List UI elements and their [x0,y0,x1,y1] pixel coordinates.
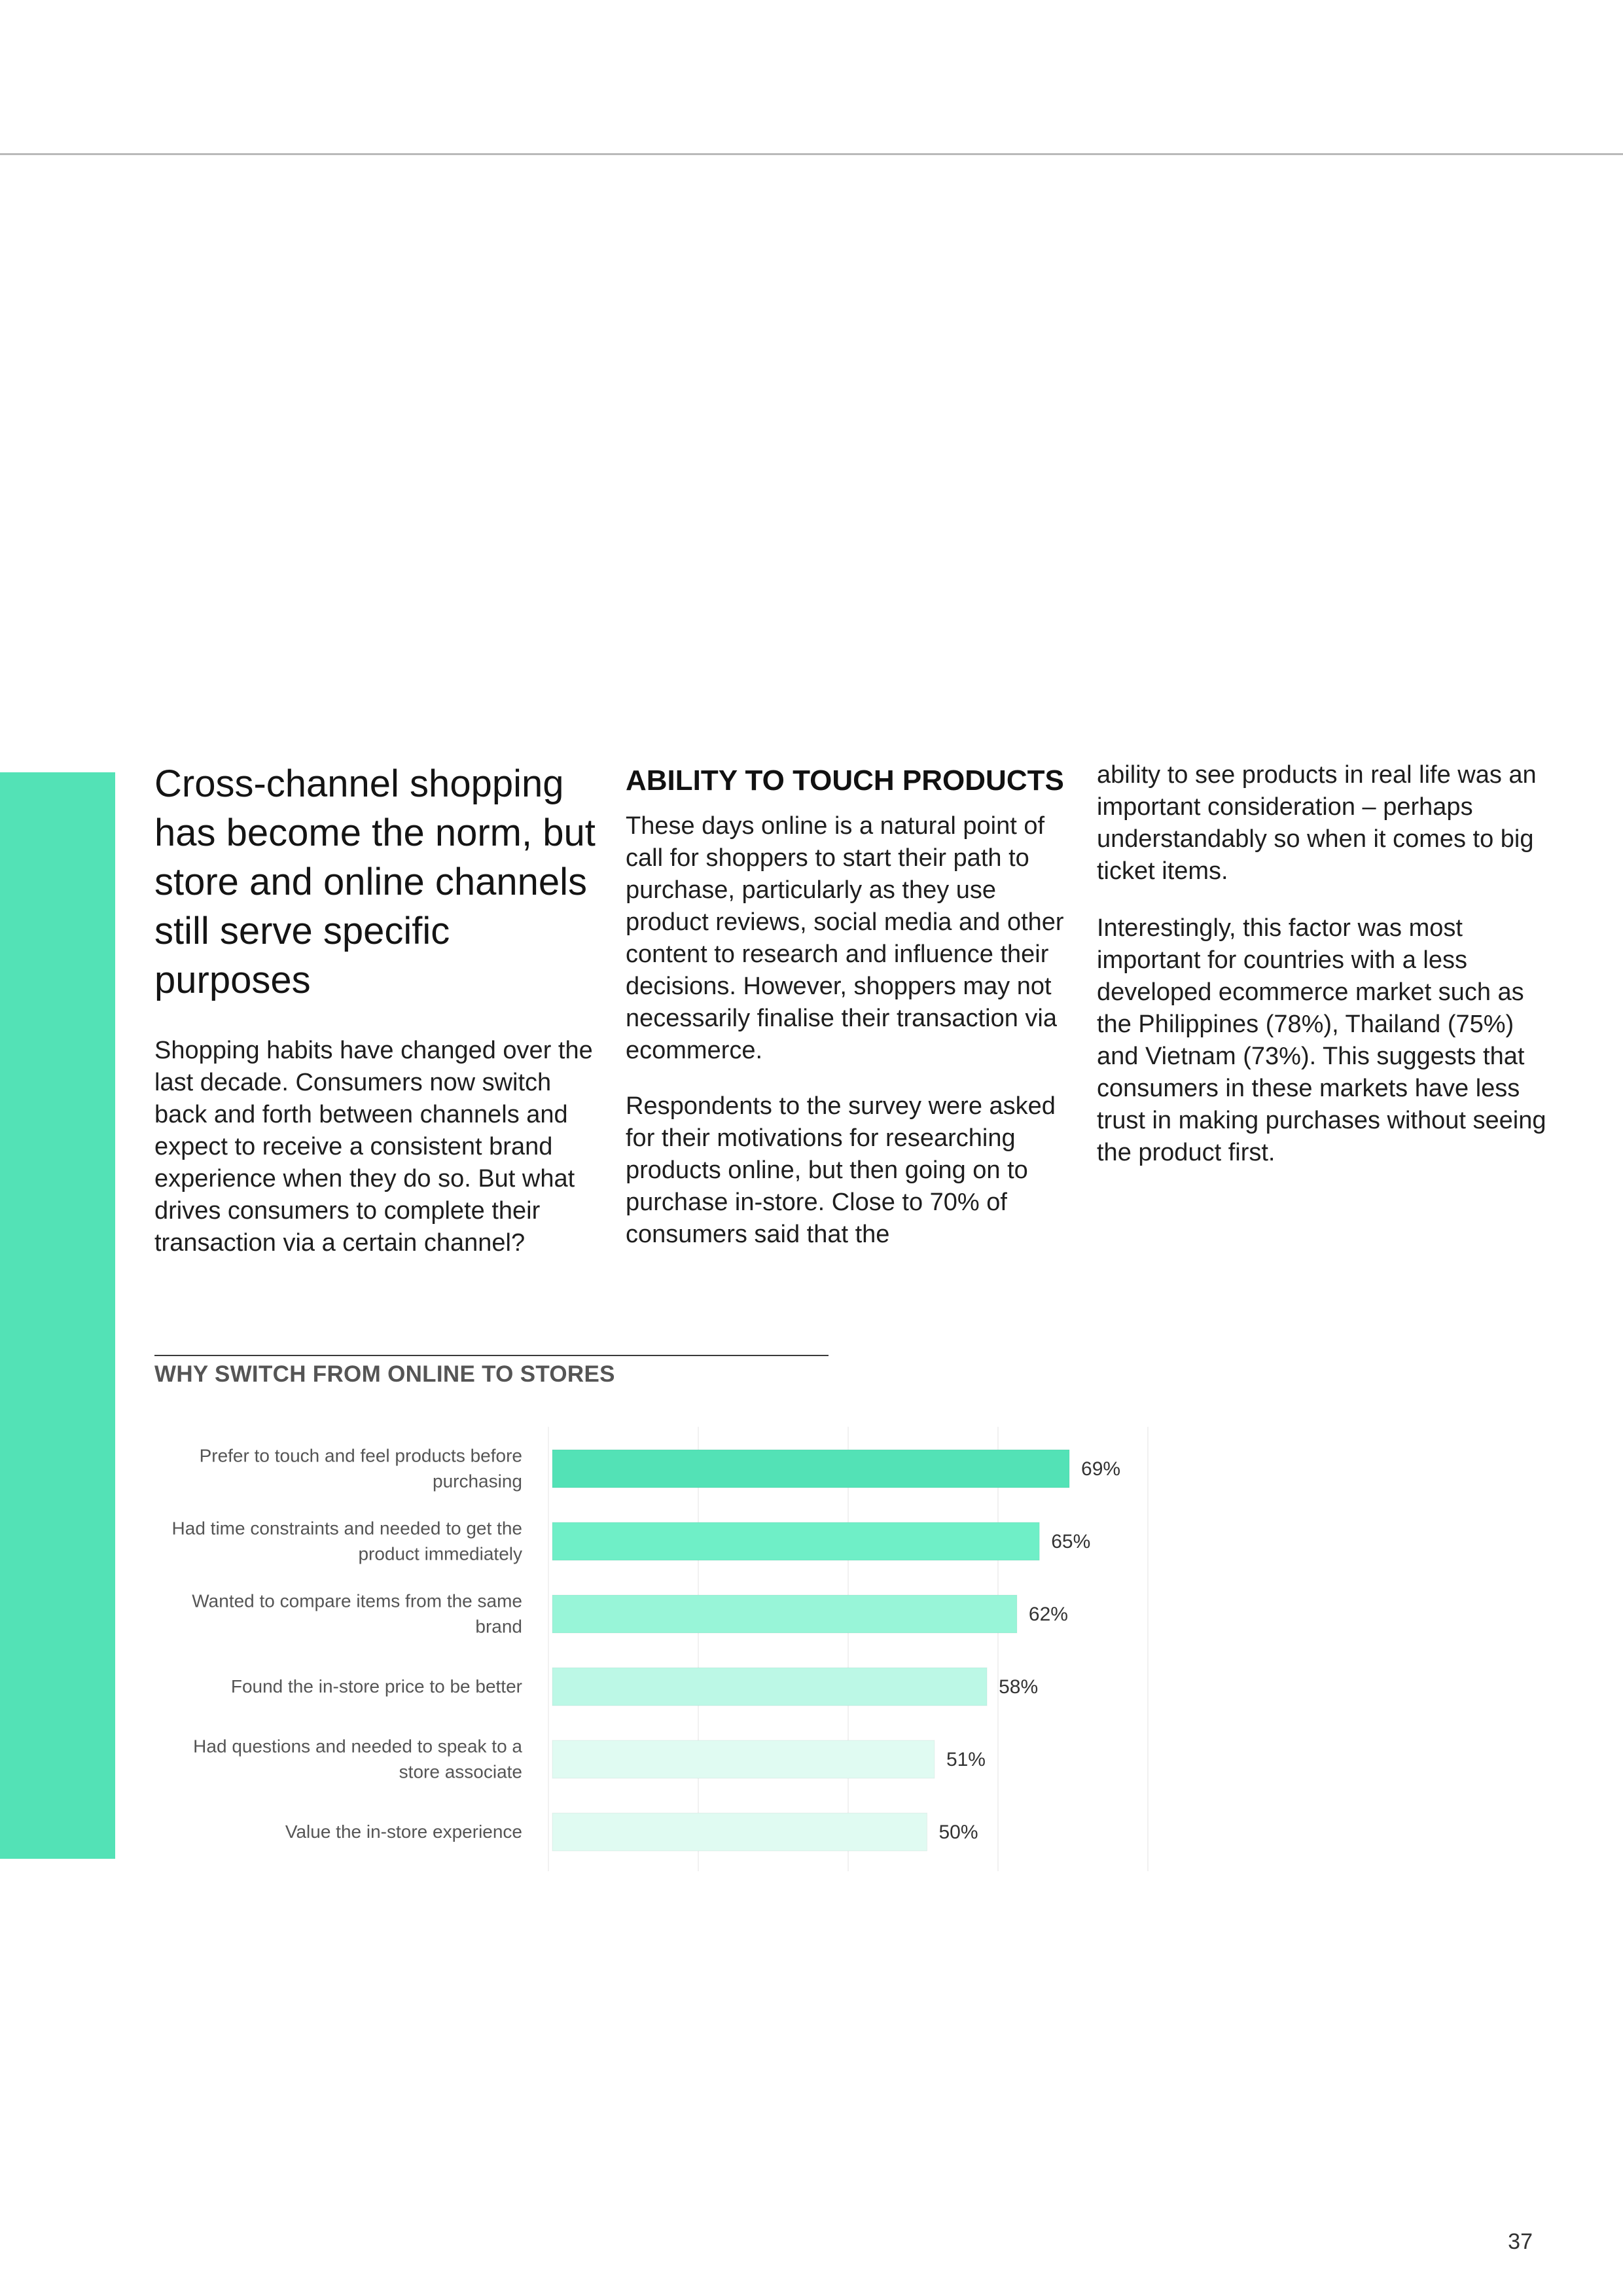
body-paragraph-1: These days online is a natural point of call for shoppers to start their path to purchase, particularly as they use product reviews, social media and other content to research and influence their decisions. However, shoppers may not necessarily finalise their transaction via ecommerce. [626,812,1064,1064]
value-label-1: 69% [1081,1458,1121,1480]
value-label-4: 58% [999,1676,1039,1698]
category-label-2: Had time constraints and needed to get the product immediately [171,1518,522,1564]
chart-divider [154,1355,829,1356]
body-paragraph-3: ability to see products in real life was an important consideration – perhaps understandably so when it comes to big ticket items. [1097,761,1537,885]
bar-6 [552,1813,927,1851]
category-label-3: Wanted to compare items from the same brand [192,1590,522,1637]
bar-5 [552,1740,935,1778]
bar-4 [552,1668,987,1706]
column-middle [626,759,1071,1274]
column-right [1097,759,1548,1194]
column-left [154,759,599,1259]
category-label-4: Found the in-store price to be better [230,1676,522,1696]
top-divider [0,153,1623,155]
bar-2 [552,1522,1039,1560]
value-label-3: 62% [1028,1604,1068,1625]
value-label-6: 50% [938,1821,978,1843]
chart-gridlines [548,1427,1148,1871]
value-label-5: 51% [946,1749,986,1770]
bar-chart [131,1427,1178,1872]
accent-sidebar [0,772,115,1859]
chart-title: WHY SWITCH FROM ONLINE TO STORES [154,1361,615,1387]
body-paragraph-2: Respondents to the survey were asked for their motivations for researching products online, but then going on to purchase in-store. Close to 70% of consumers said that the [626,1092,1056,1248]
bar-1 [552,1450,1069,1488]
page-number: 37 [1508,2229,1533,2254]
body-paragraph-4: Interestingly, this factor was most important for countries with a less developed ecommerce market such as the Philippines (78%), Thailand (75%) and Vietnam (73%). This suggests that consumers in these markets have less trust in making purchases without seeing the product first. [1097,914,1546,1166]
intro-paragraph: Shopping habits have changed over the last decade. Consumers now switch back and forth between channels and expect to receive a consistent brand experience when they do so. But what drives consumers to complete their transaction via a certain channel? [154,1037,593,1257]
category-label-1: Prefer to touch and feel products before purchasing [199,1445,522,1492]
category-label-5: Had questions and needed to speak to a store associate [193,1736,522,1782]
category-label-6: Value the in-store experience [285,1821,522,1842]
page-headline: Cross-channel shopping has become the norm, but store and online channels still serve specific purposes [154,762,596,1001]
value-label-2: 65% [1051,1531,1091,1552]
bar-3 [552,1595,1017,1633]
section-heading: ABILITY TO TOUCH PRODUCTS [626,764,1064,797]
